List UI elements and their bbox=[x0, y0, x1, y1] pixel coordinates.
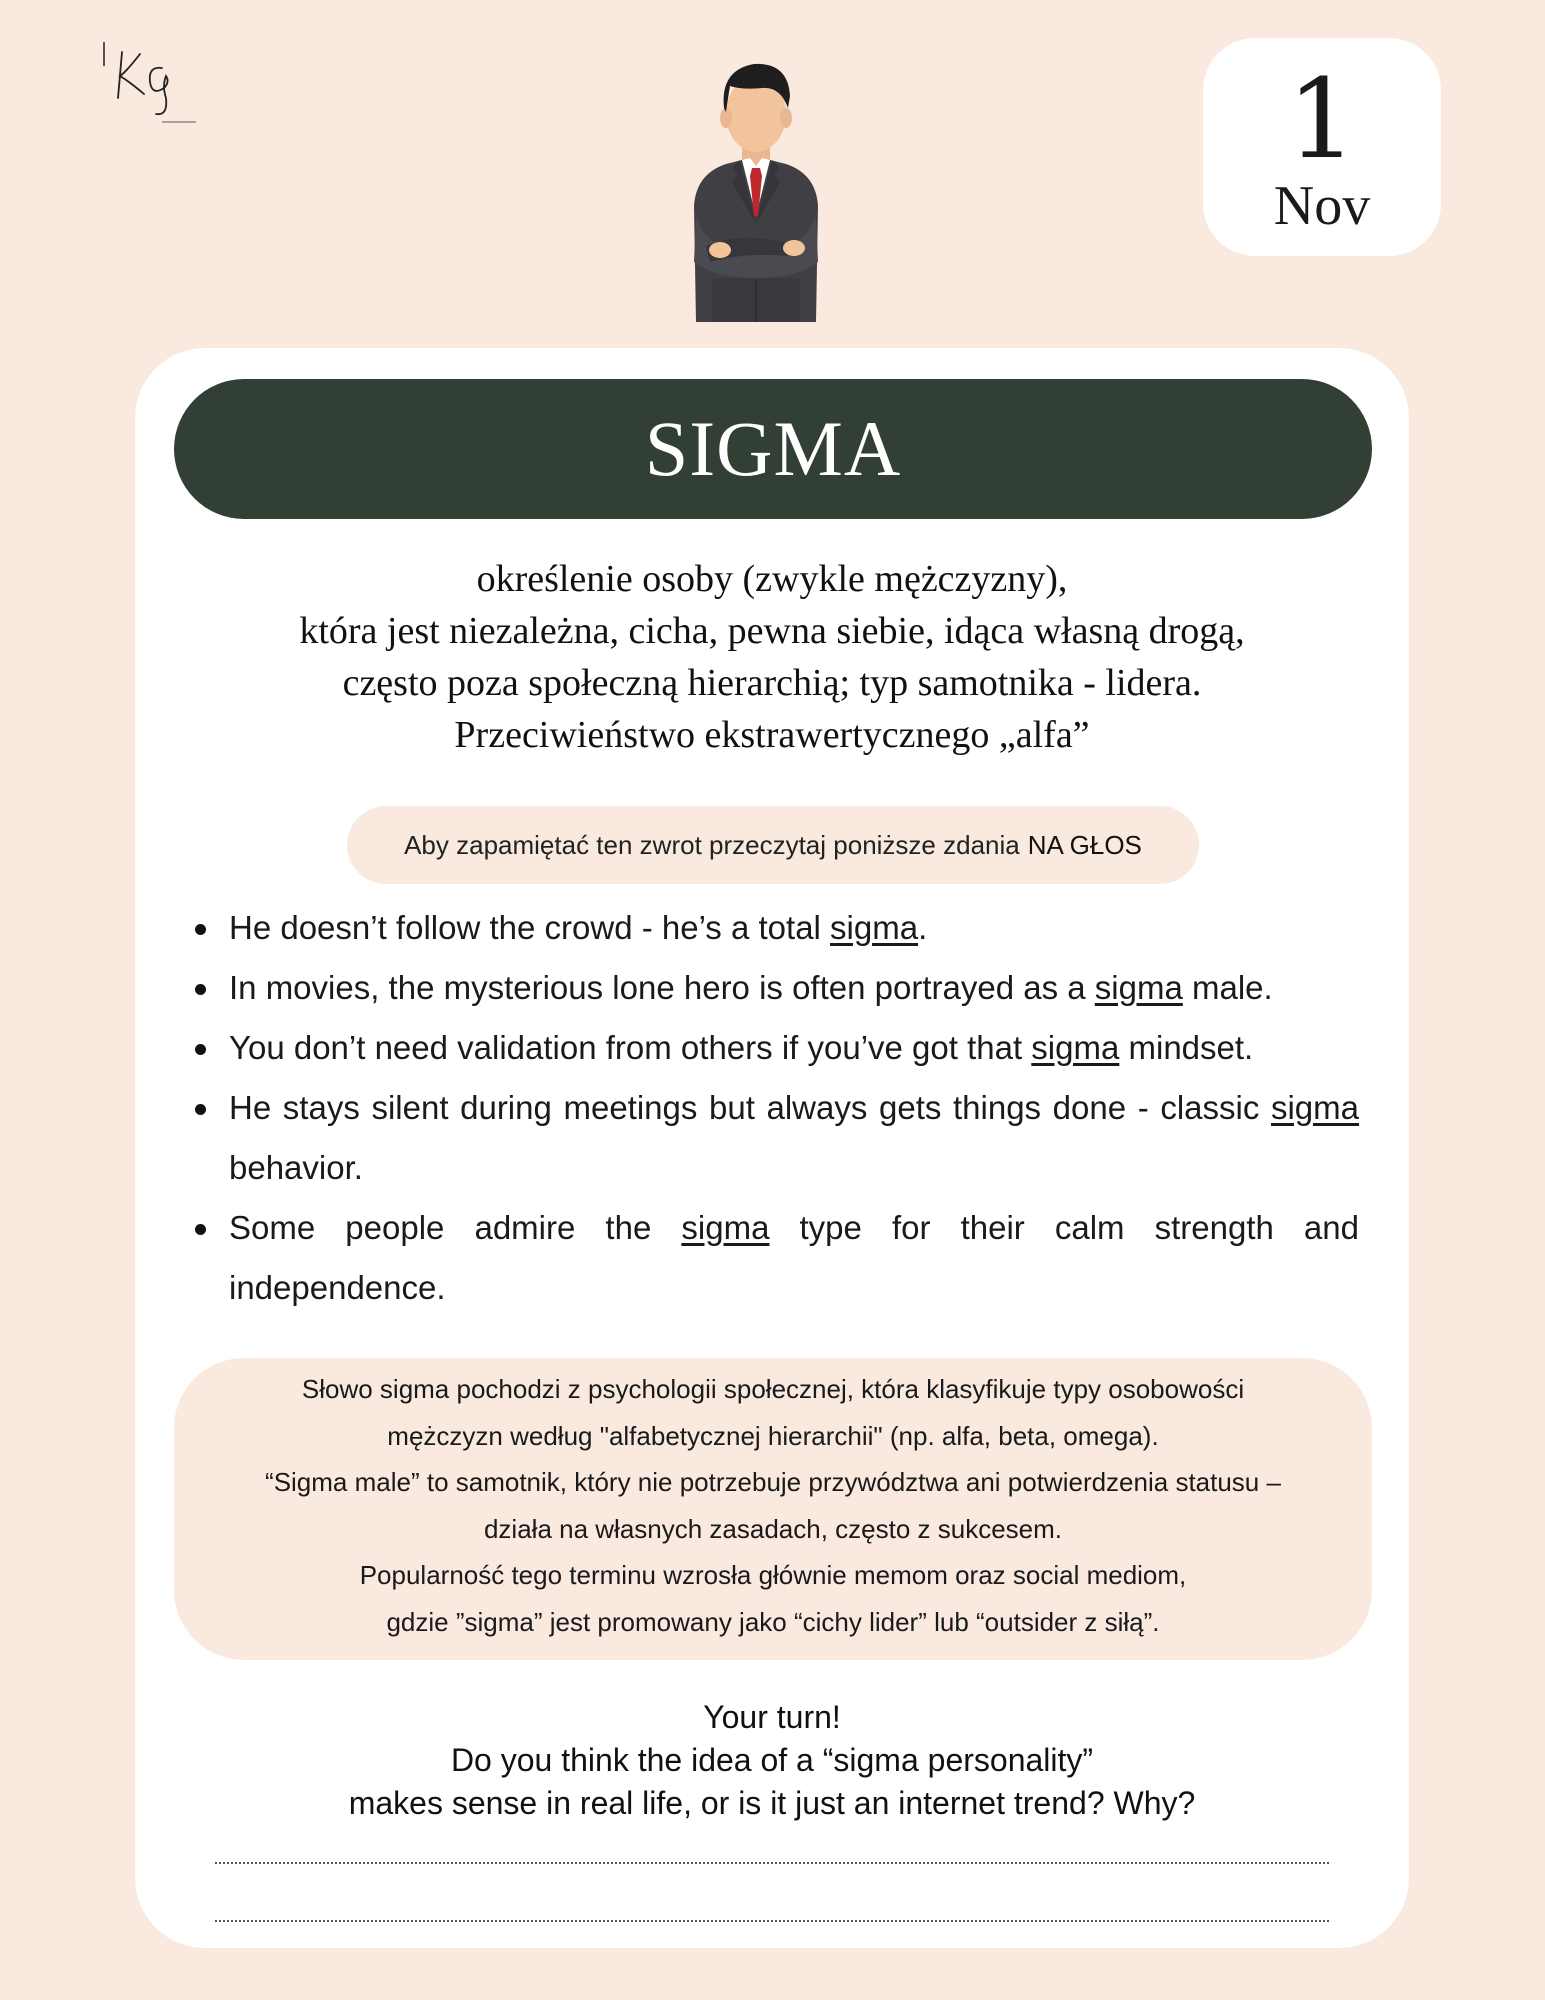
page-title: SIGMA bbox=[644, 405, 902, 492]
info-line: “Sigma male” to samotnik, który nie potrzebuje przywództwa ani potwierdzenia statusu – bbox=[265, 1467, 1281, 1497]
title-bar bbox=[174, 379, 1372, 519]
date-day: 1 bbox=[1287, 55, 1357, 183]
question-line: makes sense in real life, or is it just an internet trend? Why? bbox=[348, 1785, 1196, 1821]
example-item: In movies, the mysterious lone hero is often portrayed as a sigma male. bbox=[189, 958, 1359, 1018]
date-month: Nov bbox=[1273, 175, 1371, 237]
definition-line: określenie osoby (zwykle mężczyzny), bbox=[476, 558, 1068, 600]
hint-emphasis: NA GŁOS bbox=[1027, 829, 1142, 860]
info-line: Słowo sigma pochodzi z psychologii społecznej, która klasyfikuje typy osobowości bbox=[301, 1374, 1245, 1404]
businessman-arms-crossed-icon bbox=[676, 56, 836, 322]
definition-line: Przeciwieństwo ekstrawertycznego „alfa” bbox=[454, 714, 1090, 756]
answer-line[interactable] bbox=[215, 1920, 1329, 1922]
example-item: Some people admire the sigma type for their calm strength and independence. bbox=[189, 1198, 1359, 1318]
definition bbox=[135, 553, 1409, 761]
signature-logo-icon bbox=[100, 38, 200, 128]
highlighted-word: sigma bbox=[1270, 1089, 1359, 1126]
hint-text: Aby zapamiętać ten zwrot przeczytaj poniższe zdania bbox=[404, 829, 1020, 860]
question-line: Do you think the idea of a “sigma personality” bbox=[450, 1742, 1094, 1778]
info-line: Popularność tego terminu wzrosła głównie memom oraz social mediom, bbox=[359, 1560, 1187, 1590]
definition-line: często poza społeczną hierarchią; typ samotnika - lidera. bbox=[342, 662, 1202, 704]
definition-line: która jest niezależna, cicha, pewna siebie, idąca własną drogą, bbox=[299, 610, 1245, 652]
info-line: działa na własnych zasadach, często z sukcesem. bbox=[483, 1513, 1063, 1544]
example-item: You don’t need validation from others if you’ve got that sigma mindset. bbox=[189, 1018, 1359, 1078]
highlighted-word: sigma bbox=[830, 909, 919, 946]
answer-line[interactable] bbox=[215, 1862, 1329, 1864]
info-line: mężczyzn według "alfabetycznej hierarchii" (np. alfa, beta, omega). bbox=[387, 1420, 1159, 1451]
example-item: He doesn’t follow the crowd - he’s a total sigma. bbox=[189, 898, 1359, 958]
highlighted-word: sigma bbox=[681, 1209, 770, 1246]
date-badge bbox=[1203, 38, 1441, 256]
your-turn-section bbox=[135, 1696, 1409, 1825]
example-sentences bbox=[189, 898, 1359, 1318]
lesson-card bbox=[135, 348, 1409, 1948]
highlighted-word: sigma bbox=[1094, 969, 1183, 1006]
highlighted-word: sigma bbox=[1031, 1029, 1120, 1066]
etymology-box bbox=[174, 1358, 1372, 1660]
read-aloud-hint bbox=[347, 806, 1199, 884]
info-line: gdzie ”sigma” jest promowany jako “cichy lider” lub “outsider z siłą”. bbox=[386, 1606, 1160, 1637]
example-item: He stays silent during meetings but always gets things done - classic sigma behavior. bbox=[189, 1078, 1359, 1198]
your-turn-heading: Your turn! bbox=[703, 1699, 841, 1735]
